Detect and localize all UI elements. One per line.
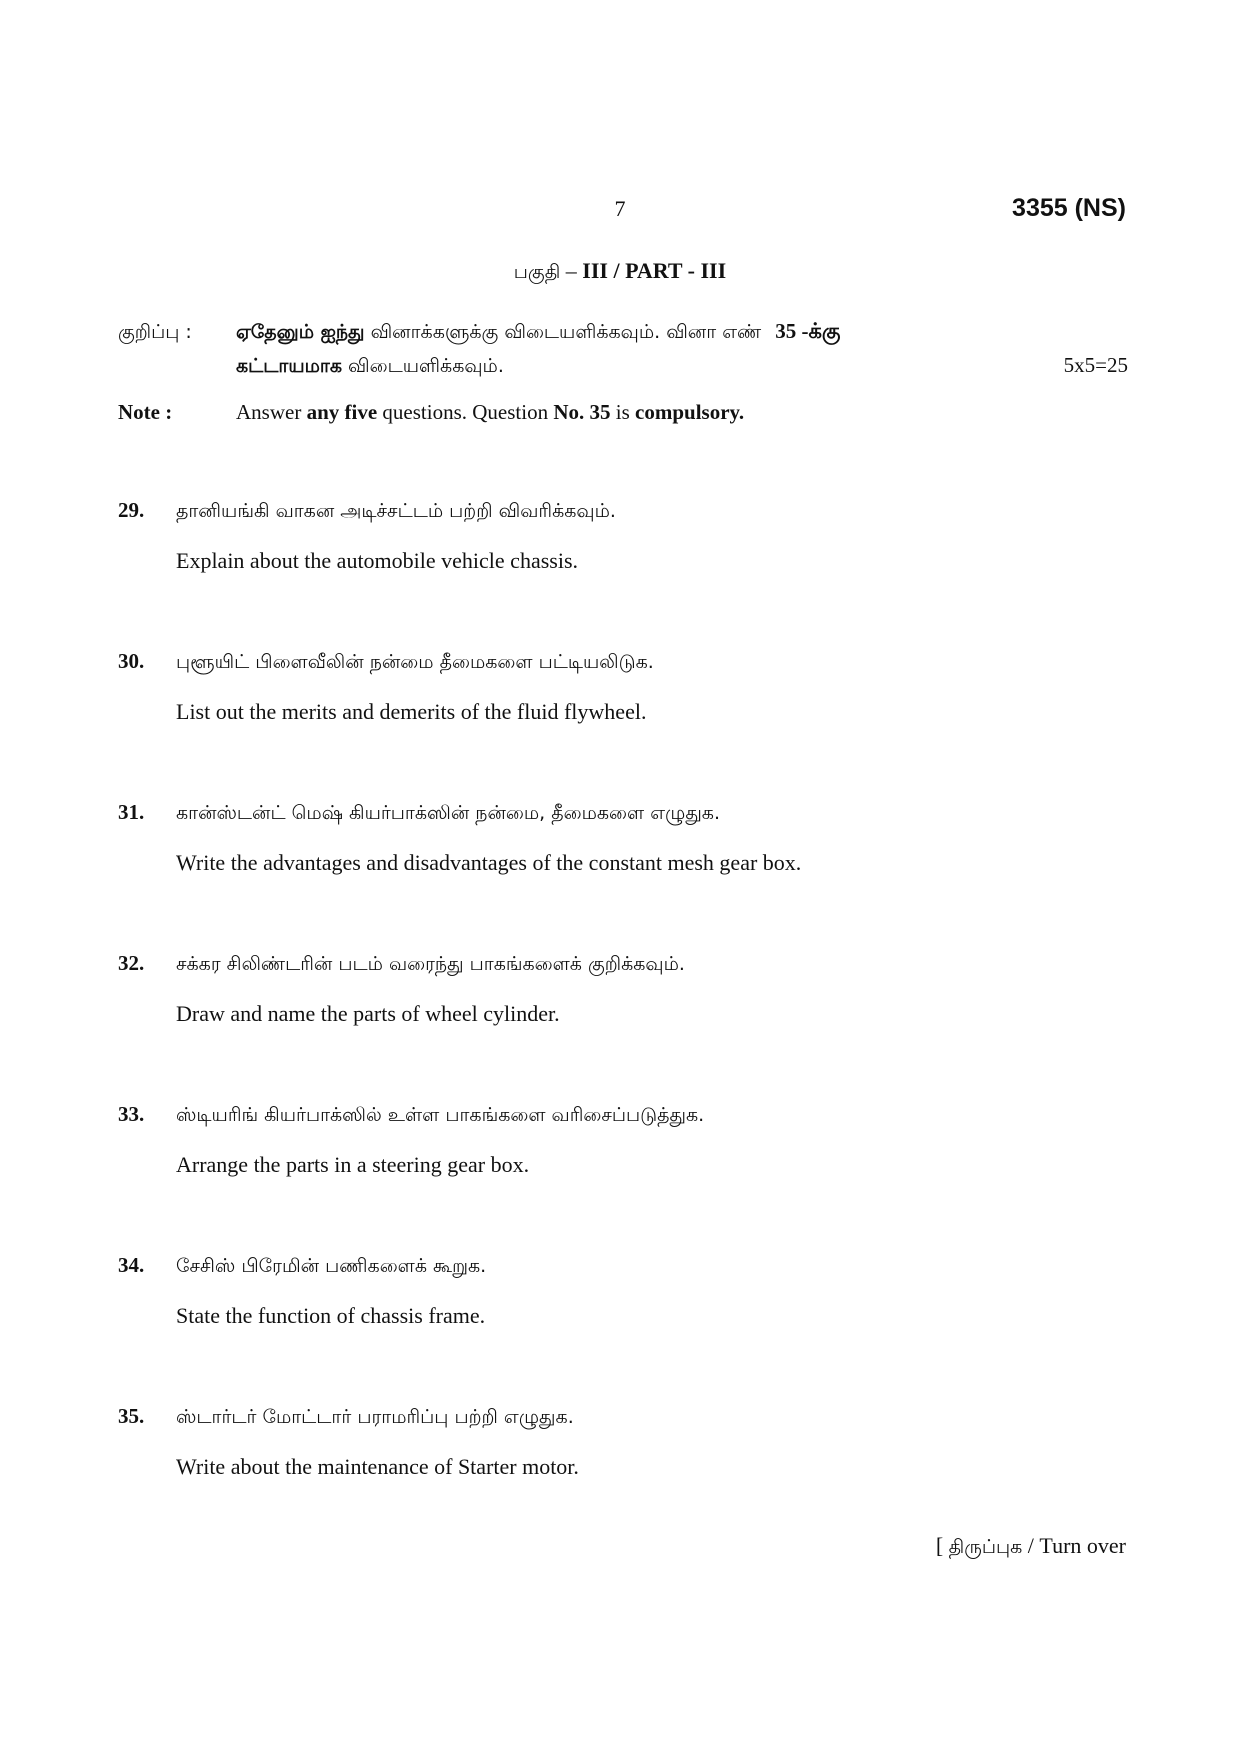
english-note: [118, 400, 1128, 425]
question-english: Write the advantages and disadvantages of the constant mesh gear box.: [176, 850, 802, 875]
question-english: State the function of chassis frame.: [176, 1303, 486, 1328]
question-number: 34.: [118, 1253, 145, 1277]
question-tamil: ஸ்டியரிங் கியர்பாக்ஸில் உள்ள பாகங்களை வரிசைப்படுத்துக.: [176, 1104, 705, 1126]
tamil-note-line-1: [118, 314, 1128, 349]
turn-over-note: [936, 1533, 1126, 1561]
turn-over-bracket: [: [935, 1533, 949, 1558]
tamil-note: [118, 314, 1128, 383]
tamil-note-text-1: வினாக்களுக்கு விடையளிக்கவும். வினா எண்: [364, 321, 762, 343]
tamil-note-text-2: விடையளிக்கவும்.: [341, 355, 504, 377]
question-tamil: சக்கர சிலிண்டரின் படம் வரைந்து பாகங்களைக் குறிக்கவும்.: [176, 953, 685, 975]
question-29: [118, 498, 1128, 649]
question-number: 35.: [118, 1404, 145, 1428]
english-note-bold-1: any five: [306, 400, 378, 424]
english-note-text-3: is: [610, 400, 636, 424]
question-30: [118, 649, 1128, 800]
part-heading: [0, 258, 1240, 286]
question-33: [118, 1102, 1128, 1253]
question-34: [118, 1253, 1128, 1404]
question-number: 31.: [118, 800, 145, 824]
english-note-label: Note :: [118, 400, 173, 424]
question-31: [118, 800, 1128, 951]
question-number: 29.: [118, 498, 145, 522]
question-english: List out the merits and demerits of the fluid flywheel.: [176, 699, 647, 724]
tamil-note-question-number: 35 -க்கு: [775, 319, 841, 343]
question-tamil: புளூயிட் பிளைவீலின் நன்மை தீமைகளை பட்டியலிடுக.: [176, 651, 654, 673]
question-number: 30.: [118, 649, 145, 673]
turn-over-separator: /: [1022, 1533, 1040, 1558]
part-heading-separator: –: [560, 258, 583, 283]
question-32: [118, 951, 1128, 1102]
tamil-note-bold-2: கட்டாயமாக: [236, 355, 342, 377]
paper-code: 3355 (NS): [1012, 194, 1126, 222]
question-list: [118, 498, 1128, 1555]
tamil-note-label: குறிப்பு :: [118, 321, 192, 343]
tamil-note-bold-1: ஏதேனும் ஐந்து: [236, 321, 365, 343]
english-note-text-2: questions. Question: [377, 400, 554, 424]
english-note-text-1: Answer: [236, 400, 307, 424]
turn-over-tamil: திருப்புக: [948, 1536, 1023, 1558]
marks-scheme: 5x5=25: [1063, 353, 1128, 377]
question-number: 32.: [118, 951, 145, 975]
page-number: 7: [614, 196, 626, 221]
question-tamil: ஸ்டார்டர் மோட்டார் பராமரிப்பு பற்றி எழுதுக.: [176, 1406, 574, 1428]
question-english: Arrange the parts in a steering gear box.: [176, 1152, 530, 1177]
question-tamil: கான்ஸ்டன்ட் மெஷ் கியர்பாக்ஸின் நன்மை, தீமைகளை எழுதுக.: [176, 802, 720, 824]
question-tamil: தானியங்கி வாகன அடிச்சட்டம் பற்றி விவரிக்கவும்.: [176, 500, 616, 522]
part-heading-english: III / PART - III: [582, 258, 727, 283]
part-heading-tamil: பகுதி: [513, 261, 561, 283]
question-english: Write about the maintenance of Starter motor.: [176, 1454, 579, 1479]
question-number: 33.: [118, 1102, 145, 1126]
question-tamil: சேசிஸ் பிரேமின் பணிகளைக் கூறுக.: [176, 1255, 487, 1277]
question-english: Draw and name the parts of wheel cylinder.: [176, 1001, 560, 1026]
tamil-note-line-2: [118, 349, 1128, 383]
turn-over-english: Turn over: [1039, 1533, 1126, 1558]
question-english: Explain about the automobile vehicle chassis.: [176, 548, 579, 573]
english-note-bold-3: compulsory.: [635, 400, 745, 424]
english-note-bold-2: No. 35: [553, 400, 611, 424]
